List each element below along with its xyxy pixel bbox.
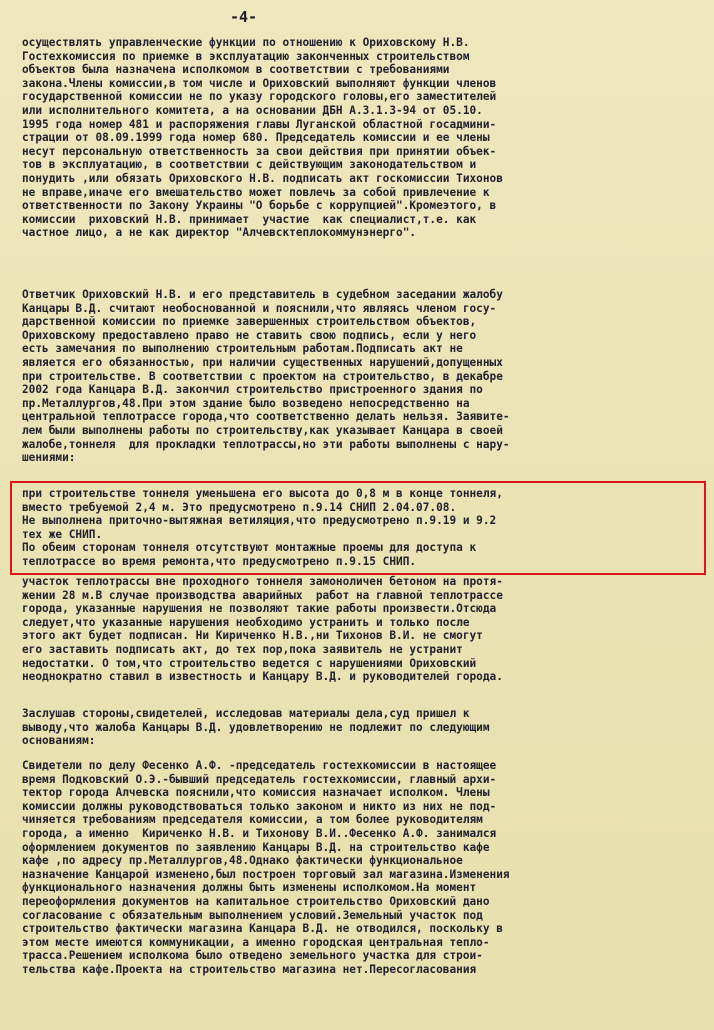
text-line: время Подковский О.Э.-бывший председатель гостехкомиссии, главный архи- (22, 772, 497, 786)
text-line: пр.Металлургов,48.При этом здание было возведено непосредственно на (22, 396, 470, 410)
text-line: закона.Члены комиссии,в том числе и Ориховский выполняют функции членов (22, 76, 497, 90)
text-line: согласование с обязательным выполнением условий.Земельный участок под (22, 908, 483, 922)
text-line: следует,что указанные нарушения необходимо устранить и только после (22, 615, 470, 629)
text-line: назначение Канцарой изменено,был построен торговый зал магазина.Изменения (22, 867, 510, 881)
text-line: страции от 08.09.1999 года номер 680. Председатель комиссии и ее члены (22, 131, 490, 145)
text-line: Гостехкомиссия по приемке в эксплуатацию законченных строительством (22, 49, 470, 63)
text-line: 2002 года Канцара В.Д. закончил строительство пристроенного здания по (22, 383, 483, 397)
text-line: недостатки. О том,что строительство ведется с нарушениями Ориховский (22, 656, 477, 670)
text-line: или исполнительного комитета, а на основании ДБН А.3.1.3-94 от 05.10. (22, 103, 483, 117)
paragraph-2 (22, 288, 510, 465)
text-line: Канцары В.Д. считают необоснованной и пояснили,что являясь членом госу- (22, 301, 497, 315)
text-line: тех же СНИП. (22, 527, 103, 541)
text-line: 1995 года номер 481 и распоряжения главы Луганской областной госадмини- (22, 117, 497, 131)
paragraph-1 (22, 36, 503, 240)
text-line: жении 28 м.В случае производства аварийных работ на главной теплотрассе (22, 588, 503, 602)
text-line: города, а именно Кириченко Н.В. и Тихонову В.И..Фесенко А.Ф. занимался (22, 826, 497, 840)
text-line: кафе ,по адресу пр.Металлургов,48.Однако фактически функциональное (22, 854, 463, 868)
text-line: ответственности по Закону Украины "О борьбе с коррупцией".Кромеэтого, в (22, 199, 497, 213)
text-line: объектов была назначена исполкомом в соответствии с требованиями (22, 63, 450, 77)
text-line: Заслушав стороны,свидетелей, исследовав материалы дела,суд пришел к (22, 707, 470, 720)
text-line: города, указанные нарушения не позволяют такие работы произвести.Отсюда (22, 602, 497, 616)
text-line: Ответчик Ориховский Н.В. и его представитель в судебном заседании жалобу (22, 288, 503, 301)
text-line: понудить ,или обязать Ориховского Н.В. подписать акт госкомиссии Тихонов (22, 171, 503, 185)
text-line: является его обязанностью, при наличии существенных нарушений,допущенных (22, 355, 503, 369)
text-line: теплотрассе во время ремонта,что предусмотрено п.9.15 СНИП. (22, 554, 417, 568)
text-line: не вправе,иначе его вмешательство может повлечь за собой привлечение к (22, 185, 490, 199)
text-line: центральной теплотрассе города,что соответственно делать нельзя. Заявите- (22, 410, 510, 424)
paragraph-5 (22, 707, 490, 748)
text-line: тектор города Алчевска пояснили,что комиссия назначает исполком. Члены (22, 786, 490, 800)
paragraph-6 (22, 759, 510, 977)
text-line: этого акт будет подписан. Ни Кириченко Н.В.,ни Тихонов В.И. не смогут (22, 629, 483, 643)
text-line: По обеим сторонам тоннеля отсутствуют монтажные проемы для доступа к (22, 541, 477, 555)
text-line: тельства кафе.Проекта на строительство магазина нет.Пересогласования (22, 962, 477, 976)
text-line: Свидетели по делу Фесенко А.Ф. -председатель гостехкомиссии в настоящее (22, 759, 497, 772)
text-line: несут персональную ответственность за свои действия при принятии объек- (22, 144, 497, 158)
text-line: при строительстве тоннеля уменьшена его высота до 0,8 м в конце тоннеля, (22, 487, 503, 500)
text-line: тов в эксплуатацию, в соответствии с действующим законодательством и (22, 158, 477, 172)
text-line: частное лицо, а не как директор "Алчевсктеплокоммунэнерго". (22, 226, 417, 240)
text-line: шениями: (22, 451, 76, 465)
text-line: участок теплотрассы вне проходного тоннеля замоноличен бетоном на протя- (22, 575, 503, 588)
text-line: этом месте имеются коммуникации, а именно городская центральная тепло- (22, 935, 490, 949)
paragraph-4 (22, 575, 503, 684)
text-line: осуществлять управленческие функции по отношению к Ориховскому Н.В. (22, 36, 470, 49)
text-line: трасса.Решением исполкома было отведено земельного участка для строи- (22, 949, 483, 963)
page-number: -4- (230, 8, 258, 26)
text-line: выводу,что жалоба Канцары В.Д. удовлетворению не подлежит по следующим (22, 720, 490, 734)
text-line: вместо требуемой 2,4 м. Это предусмотрено п.9.14 СНИП 2.04.07.08. (22, 500, 457, 514)
text-line: Не выполнена приточно-вытяжная ветиляция,что предусмотрено п.9.19 и 9.2 (22, 514, 497, 528)
text-line: при строительстве. В соответствии с проектом на строительство, в декабре (22, 369, 503, 383)
text-line: есть замечания по выполнению строительным работам.Подписать акт не (22, 342, 463, 356)
text-line: Ориховскому предоставлено право не ставить свою подпись, если у него (22, 328, 477, 342)
text-line: государственной комиссии не по указу городского головы,его заместителей (22, 90, 497, 104)
text-line: чиняется требованиям председателя комиссии, а том более руководителям (22, 813, 483, 827)
text-line: комиссии риховский Н.В. принимает участие как специалист,т.е. как (22, 212, 477, 226)
text-line: его заставить подписать акт, до тех пор,пока заявитель не устранит (22, 642, 463, 656)
text-line: оформлением документов по заявлению Канцары В.Д. на строительство кафе (22, 840, 490, 854)
text-line: лем были выполнены работы по строительству,как указывает Канцара в своей (22, 423, 503, 437)
red-highlight-box (10, 481, 706, 575)
text-line: функционального назначения должны быть изменены исполкомом.На момент (22, 881, 477, 895)
text-line: переоформления документов на капитальное строительство Ориховский дано (22, 894, 490, 908)
text-line: основаниям: (22, 734, 96, 748)
text-line: неоднократно ставил в известность и Канцару В.Д. и руководителей города. (22, 670, 503, 684)
text-line: жалобе,тоннеля для прокладки теплотрассы,но эти работы выполнены с нару- (22, 437, 510, 451)
text-line: комиссии должны руководствоваться только законом и никто из них не под- (22, 799, 497, 813)
text-line: дарственной комиссии по приемке завершенных строительством объектов, (22, 315, 477, 329)
text-line: строительство фактически магазина Канцара В.Д. не отводился, поскольку в (22, 922, 503, 936)
